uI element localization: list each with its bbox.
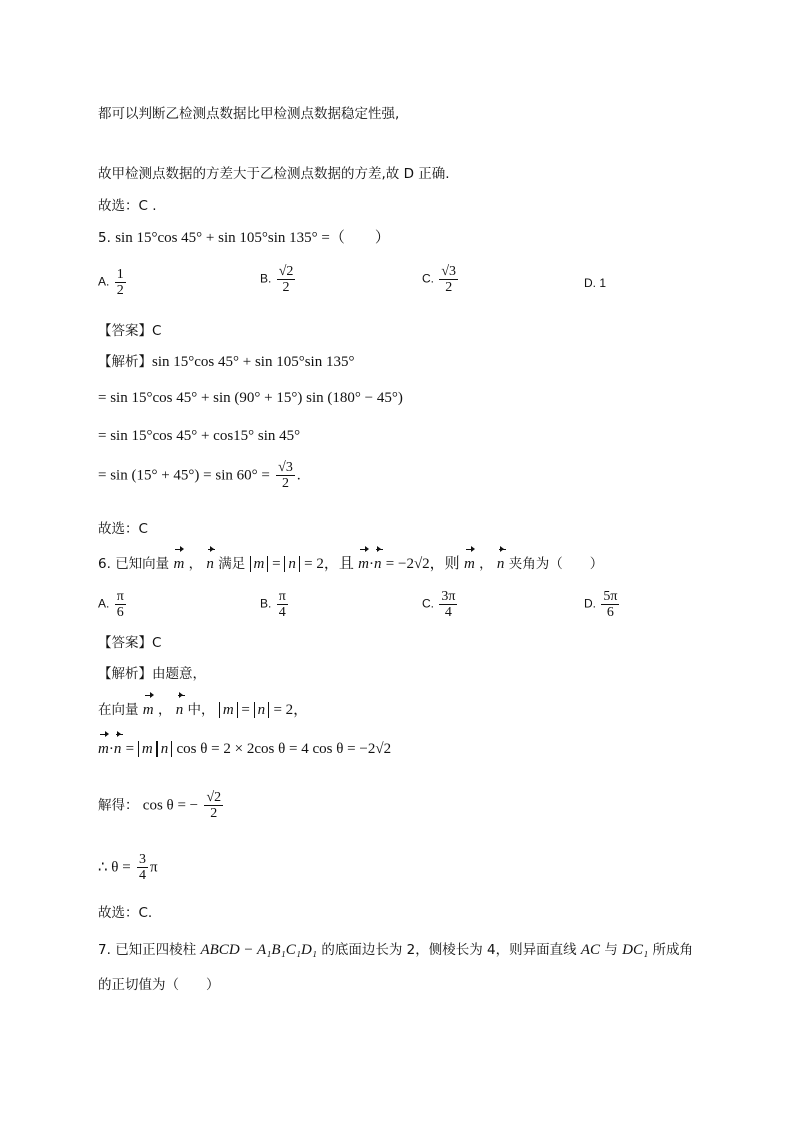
answer: 【答案】C [98,323,162,339]
denominator: 2 [116,283,124,298]
numerator: 3 [139,852,146,867]
vector-m: m [358,556,369,572]
math-line [98,460,301,491]
question-5-stem [98,228,390,248]
fraction [115,589,126,620]
stem-text: 已知向量 [115,556,170,572]
stem-text: 满足 [218,556,246,572]
abs-m: m [250,556,269,572]
denominator: 6 [606,605,614,620]
analysis-line: m·n = m n cos θ = 2 × 2cos θ = 4 cos θ = −2√2 [98,741,392,757]
stem-text: 夹角为（ ） [508,556,604,572]
math-line: = sin 15°cos 45° + cos15° sin 45° [98,428,301,444]
option-label: C. [422,271,434,286]
fraction [204,790,223,821]
option-a [98,589,128,620]
abs-m: m [138,741,157,757]
line-ac: AC [580,942,601,958]
numerator: π [278,589,286,604]
answer-select: 故选：C [98,521,148,537]
vector-n: n [175,702,184,718]
analysis-head: 【解析】 [98,354,152,370]
option-c [422,264,460,295]
abs-n: n [284,556,300,572]
option-c [422,589,459,620]
denominator: 4 [278,605,286,620]
math-expression: cos θ = − [142,797,199,814]
denominator: 4 [444,605,452,620]
analysis-text: = 2， [273,702,309,718]
question-number: 6. [98,556,111,572]
question-number: 5. [98,230,111,246]
prism-name: ABCD − A₁B₁C₁D₁ [200,942,318,958]
numerator: √3 [278,460,293,475]
denominator: 2 [282,280,290,295]
text-line: 故甲检测点数据的方差大于乙检测点数据的方差,故 D 正确. [98,166,450,182]
option-label: A. [98,274,110,289]
question-expression: sin 15°cos 45° + sin 105°sin 135° =（ ） [115,230,390,246]
question-7-line [98,940,693,960]
vector-m: m [463,556,475,572]
option-label: B. [260,596,272,611]
stem-text: = 2，且 [304,556,354,572]
abs-n: n [254,702,270,718]
numerator: π [116,589,124,604]
line-dc1: DC₁ [622,942,649,958]
analysis-line [98,852,158,883]
option-d [584,589,621,620]
analysis-text: ， [157,702,172,718]
numerator: 3π [441,589,456,604]
fraction [277,264,296,295]
numerator: √2 [278,264,294,279]
text-line: 都可以判断乙检测点数据比甲检测点数据稳定性强, [98,106,400,122]
stem-text: 所成角 [652,942,694,958]
period: . [296,467,301,484]
analysis-head: 【解析】由题意， [98,666,206,682]
numerator: 5π [603,589,618,604]
stem-text: ， [479,556,493,572]
fraction [439,589,457,620]
option-b [260,264,297,295]
fraction [277,589,288,620]
math-expression: sin 15°cos 45° + sin 105°sin 135° [152,354,355,370]
denominator: 6 [116,605,124,620]
math-expression: π [150,859,158,876]
analysis-line [98,790,225,821]
option-label: D. [584,276,596,290]
option-a [98,267,128,298]
question-number: 7. [98,942,111,958]
question-6-stem: 6. 已知向量 m ， n 满足 m = n = 2，且 m·n = −2√2，则 m ， n 夹角为（ ） [98,556,604,572]
vector-m: m [142,702,154,718]
denominator: 4 [139,868,146,883]
math-line: = sin 15°cos 45° + sin (90° + 15°) sin (180° − 45°) [98,390,403,406]
vector-n: n [113,741,122,757]
fraction [276,460,295,491]
vector-m: m [98,741,109,757]
abs-n: n [157,741,173,757]
denominator: 2 [445,280,453,295]
vector-m: m [173,556,185,572]
denominator: 2 [210,806,218,821]
stem-text: = −2√2，则 [385,556,460,572]
math-expression: cos θ = 2 × 2cos θ = 4 cos θ = −2√2 [176,741,392,757]
answer-select: 故选：C. [98,905,153,921]
option-label: B. [260,271,272,286]
numerator: √3 [441,264,457,279]
numerator: 1 [116,267,124,282]
option-b [260,589,290,620]
fraction [137,852,148,883]
fraction [115,267,126,298]
analysis-text: 在向量 [98,702,139,718]
analysis-text: 中， [187,702,215,718]
option-label: C. [422,596,434,611]
option-value: 1 [599,276,607,290]
option-d [584,276,606,290]
analysis-text: 解得： [98,797,139,814]
option-label: D. [584,596,596,611]
option-label: A. [98,596,110,611]
numerator: √2 [206,790,222,805]
vector-n: n [373,556,382,572]
question-7-line: 的正切值为（ ） [98,977,220,993]
vector-n: n [496,556,505,572]
fraction [439,264,458,295]
stem-text: 与 [604,942,618,958]
stem-text: 的底面边长为 2，侧棱长为 4，则异面直线 [321,942,577,958]
math-expression: ∴ θ = [98,859,131,876]
abs-m: m [219,702,238,718]
answer-select: 故选：C . [98,198,157,214]
analysis-line: 在向量 m ， n 中， m = n = 2， [98,702,309,718]
analysis-line [98,352,354,372]
vector-n: n [206,556,214,572]
fraction [601,589,619,620]
denominator: 2 [281,476,289,491]
stem-text: ， [188,556,203,572]
answer: 【答案】C [98,635,162,651]
stem-text: 已知正四棱柱 [115,942,197,958]
math-expression: = sin (15° + 45°) = sin 60° = [98,467,270,484]
